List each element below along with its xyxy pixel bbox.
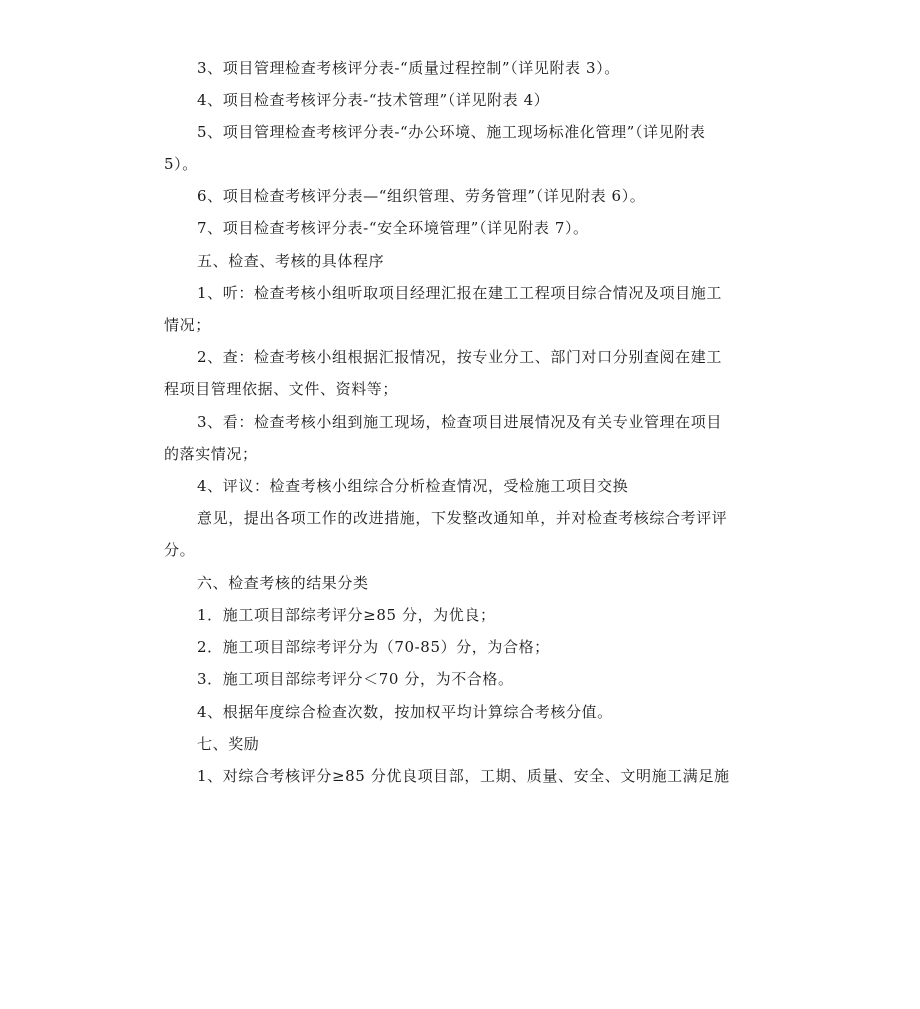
text-line-item-4-technical: 4、项目检查考核评分表-“技术管理”（详见附表 4）: [197, 91, 550, 109]
section-heading-results: 六、检查考核的结果分类: [197, 574, 369, 592]
text-line-item-6-organization: 6、项目检查考核评分表—“组织管理、劳务管理”（详见附表 6）。: [197, 187, 646, 205]
text-line-item-7-safety: 7、项目检查考核评分表-“安全环境管理”（详见附表 7）。: [197, 219, 589, 237]
text-line-listen: 1、听：检查考核小组听取项目经理汇报在建工工程项目综合情况及项目施工: [197, 284, 722, 302]
text-line-result-weighted: 4、根据年度综合检查次数，按加权平均计算综合考核分值。: [197, 703, 613, 721]
text-line-item-5-office: 5、项目管理检查考核评分表-“办公环境、施工现场标准化管理”（详见附表: [197, 123, 706, 141]
text-line-look: 3、看：检查考核小组到施工现场，检查项目进展情况及有关专业管理在项目: [197, 413, 722, 431]
text-line-review-opinion: 意见，提出各项工作的改进措施，下发整改通知单，并对检查考核综合考评评: [197, 509, 728, 527]
text-line-item-3-quality: 3、项目管理检查考核评分表-“质量过程控制”（详见附表 3）。: [197, 59, 620, 77]
text-line-result-unqualified: 3．施工项目部综考评分＜70 分，为不合格。: [197, 670, 514, 688]
text-line-listen-cont: 情况；: [164, 316, 211, 334]
text-line-result-excellent: 1．施工项目部综考评分≥85 分，为优良；: [197, 606, 496, 624]
text-line-result-qualified: 2．施工项目部综考评分为（70-85）分，为合格；: [197, 638, 550, 656]
section-heading-rewards: 七、奖励: [197, 735, 260, 753]
text-line-look-cont: 的落实情况；: [164, 445, 258, 463]
text-line-review: 4、评议：检查考核小组综合分析检查情况，受检施工项目交换: [197, 477, 629, 495]
text-line-review-cont: 分。: [164, 541, 196, 559]
text-line-item-5-cont: 5）。: [164, 155, 198, 173]
text-line-check: 2、查：检查考核小组根据汇报情况，按专业分工、部门对口分别查阅在建工: [197, 348, 722, 366]
text-line-check-cont: 程项目管理依据、文件、资料等；: [164, 380, 399, 398]
text-line-reward-1: 1、对综合考核评分≥85 分优良项目部，工期、质量、安全、文明施工满足施: [197, 767, 730, 785]
section-heading-procedure: 五、检查、考核的具体程序: [197, 252, 385, 270]
